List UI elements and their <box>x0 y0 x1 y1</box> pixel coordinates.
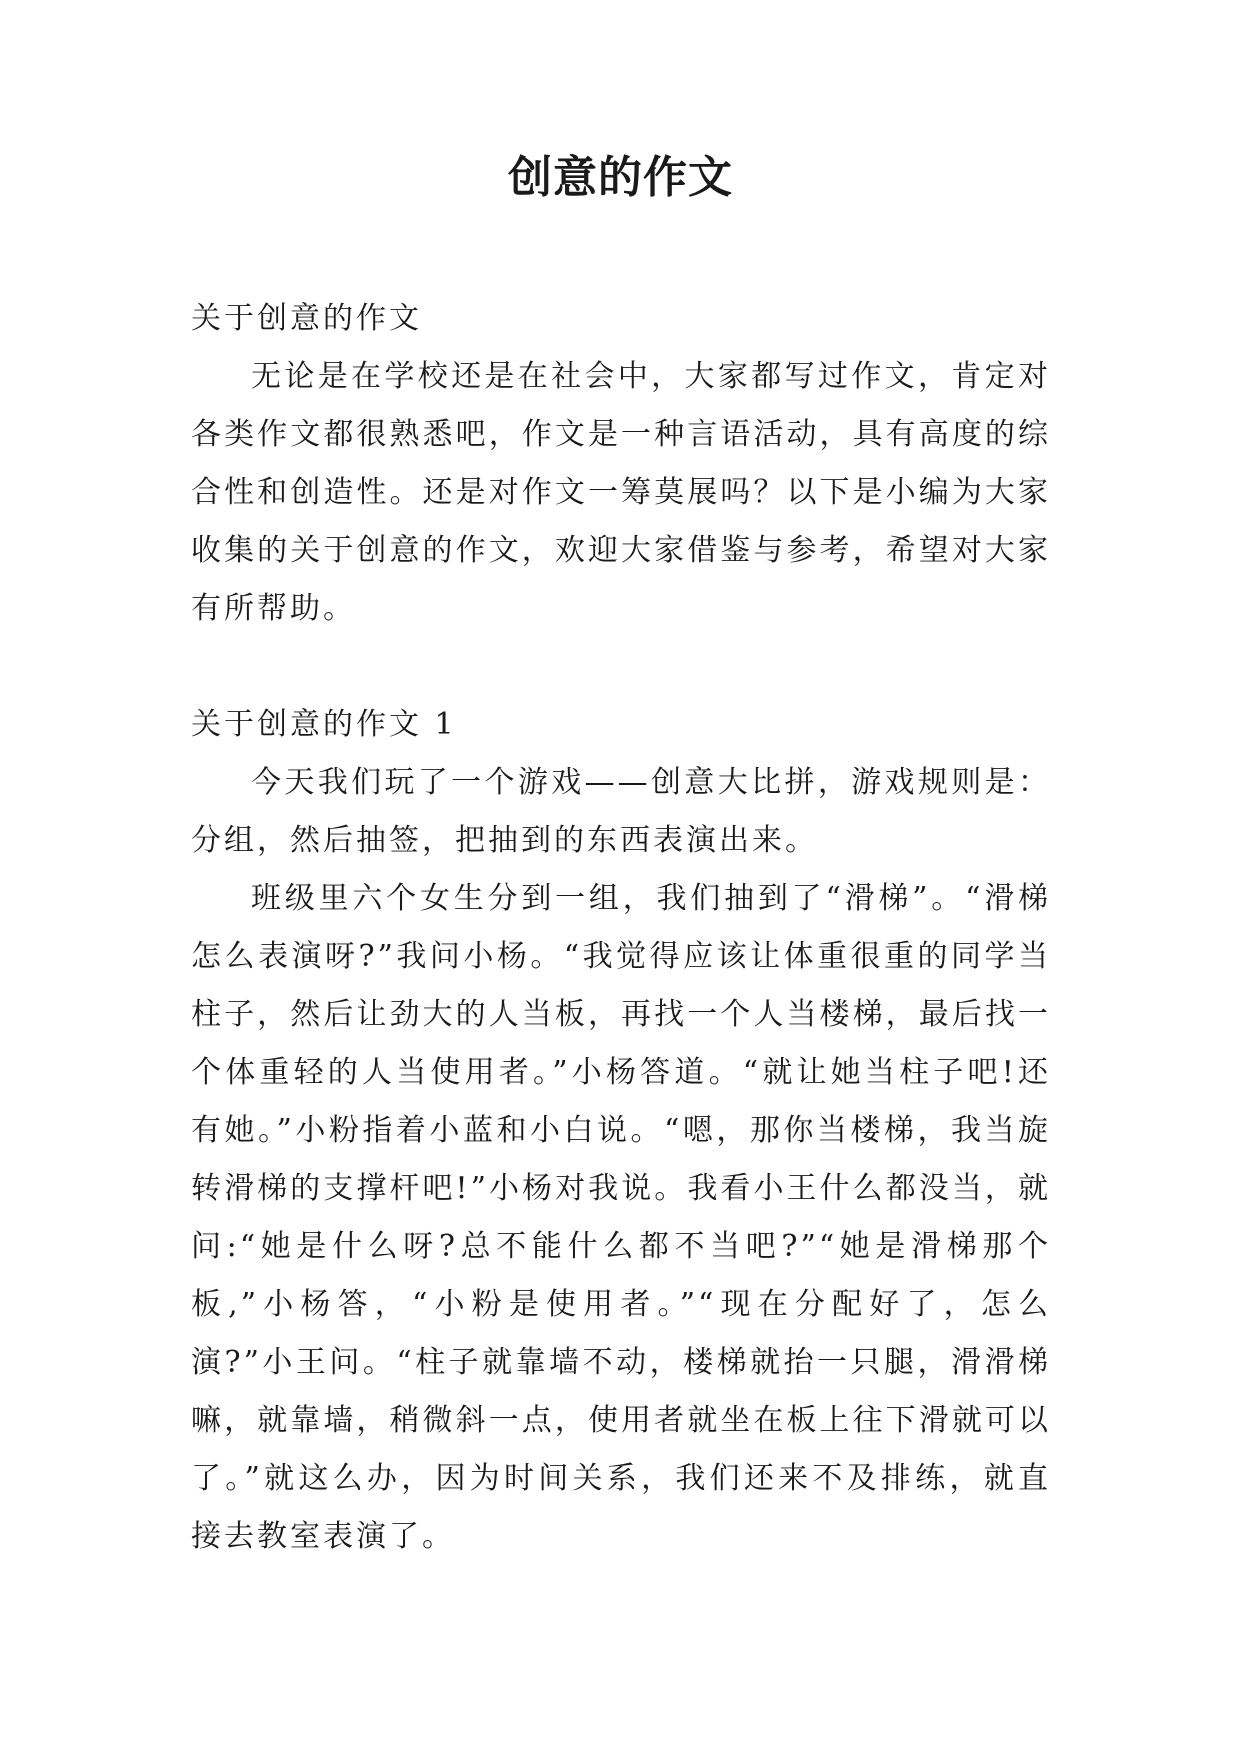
essay-1-paragraph-2: 班级里六个女生分到一组，我们抽到了“滑梯”。“滑梯怎么表演呀?”我问小杨。“我觉得应该让体重很重的同学当柱子，然后让劲大的人当板，再找一个人当楼梯，最后找一个体重轻的人当使用者。”小杨答道。“就让她当柱子吧!还有她。”小粉指着小蓝和小白说。“嗯，那你当楼梯，我当旋转滑梯的支撑杆吧!”小杨对我说。我看小王什么都没当，就问:“她是什么呀?总不能什么都不当吧?”“她是滑梯那个板,”小杨答，“小粉是使用者。”“现在分配好了，怎么演?”小王问。“柱子就靠墙不动，楼梯就抬一只腿，滑滑梯嘛，就靠墙，稍微斜一点，使用者就坐在板上往下滑就可以了。”就这么办，因为时间关系，我们还来不及排练，就直接去教室表演了。 <box>191 881 1051 1554</box>
document-title: 创意的作文 <box>508 152 733 203</box>
document-body <box>191 290 1051 1566</box>
essay-1-heading: 关于创意的作文 1 <box>191 707 457 742</box>
intro-paragraph: 无论是在学校还是在社会中，大家都写过作文，肯定对各类作文都很熟悉吧，作文是一种言语活动，具有高度的综合性和创造性。还是对作文一筹莫展吗？以下是小编为大家收集的关于创意的作文，欢迎大家借鉴与参考，希望对大家有所帮助。 <box>191 359 1051 626</box>
section-spacer <box>191 638 1051 696</box>
intro-heading: 关于创意的作文 <box>191 301 422 336</box>
essay-1-paragraph-1: 今天我们玩了一个游戏——创意大比拼，游戏规则是：分组，然后抽签，把抽到的东西表演出来。 <box>191 765 1051 858</box>
